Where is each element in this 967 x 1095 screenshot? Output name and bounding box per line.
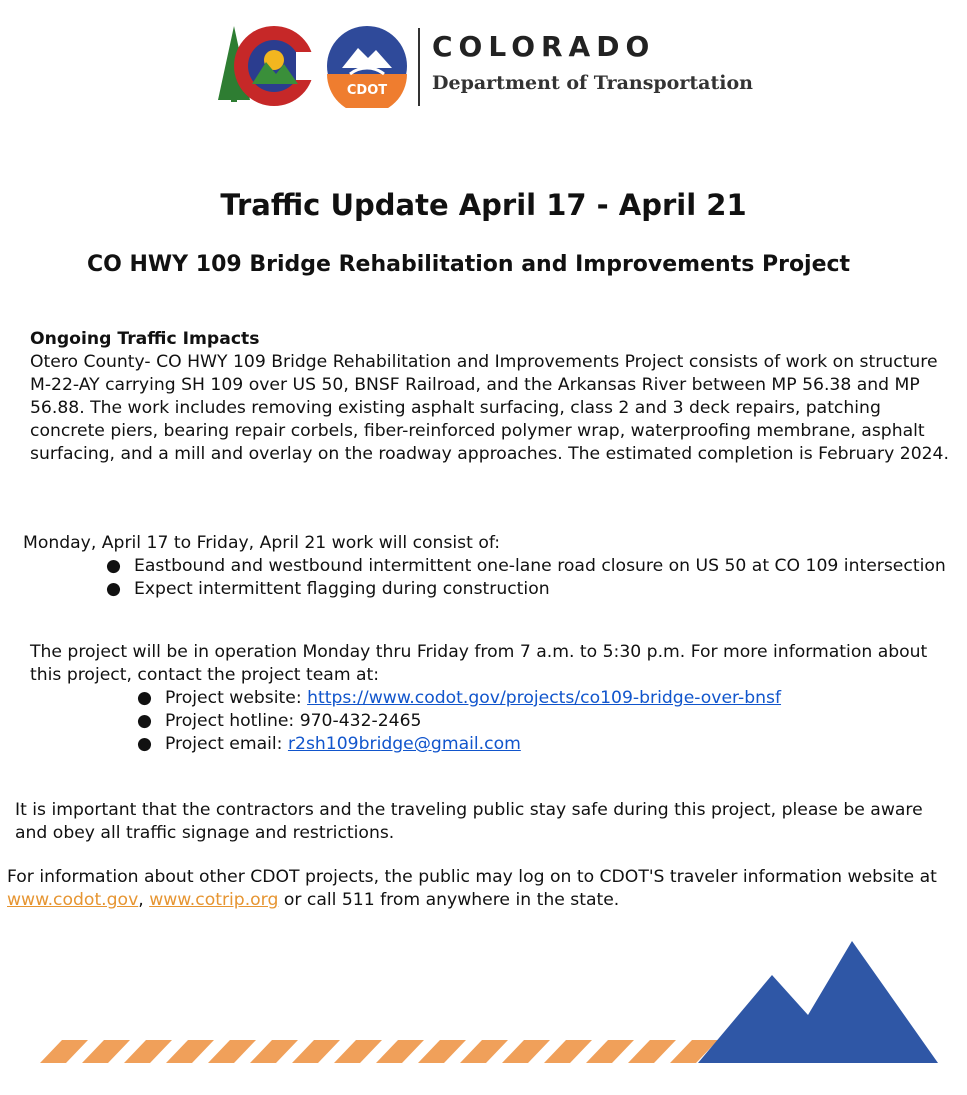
schedule-section — [23, 532, 963, 601]
email-label: Project email: — [165, 734, 288, 754]
bullet-icon: ● — [137, 734, 152, 754]
website-label: Project website: — [165, 688, 308, 708]
operation-section — [30, 641, 930, 756]
cdot-badge-icon — [324, 24, 410, 108]
list-item — [106, 578, 963, 601]
contact-list — [137, 687, 930, 756]
schedule-item-text: Eastbound and westbound intermittent one-lane road closure on US 50 at CO 109 intersection — [134, 556, 946, 576]
project-website-link[interactable]: https://www.codot.gov/projects/co109-bridge-over-bnsf — [307, 688, 782, 708]
road-stripes — [40, 1040, 718, 1063]
list-item — [137, 687, 930, 710]
cdot-logo-header — [214, 22, 774, 112]
project-email-link[interactable]: r2sh109bridge@gmail.com — [287, 734, 521, 754]
bullet-icon: ● — [106, 579, 121, 599]
operation-intro: The project will be in operation Monday thru Friday from 7 a.m. to 5:30 p.m. For more information about this project, contact the project team at: — [30, 642, 928, 685]
cotrip-link[interactable]: www.cotrip.org — [149, 890, 279, 910]
safety-notice: It is important that the contractors and the traveling public stay safe during this project, please be aware and obey all traffic signage and restrictions. — [15, 800, 923, 843]
schedule-list — [106, 555, 963, 601]
other-info-tail: or call 511 from anywhere in the state. — [278, 890, 620, 910]
state-name: COLORADO — [432, 30, 656, 63]
impacts-section — [30, 328, 950, 466]
project-subtitle: CO HWY 109 Bridge Rehabilitation and Improvements Project — [87, 252, 851, 277]
mountain-icon — [698, 941, 938, 1063]
bullet-icon: ● — [137, 711, 152, 731]
other-info-text: For information about other CDOT projects, the public may log on to CDOT'S traveler information website at — [7, 867, 937, 887]
schedule-intro: Monday, April 17 to Friday, April 21 work will consist of: — [23, 533, 501, 553]
codot-link[interactable]: www.codot.gov — [7, 890, 139, 910]
cdot-badge-text: CDOT — [346, 83, 388, 98]
link-separator: , — [138, 890, 150, 910]
impacts-heading: Ongoing Traffic Impacts — [30, 329, 260, 349]
bullet-icon: ● — [137, 688, 152, 708]
schedule-item-text: Expect intermittent flagging during construction — [134, 579, 550, 599]
page-title: Traffic Update April 17 - April 21 — [220, 188, 747, 222]
list-item — [137, 733, 930, 756]
impacts-body: Otero County- CO HWY 109 Bridge Rehabilitation and Improvements Project consists of work on structure M-22-AY carrying SH 109 over US 50, BNSF Railroad, and the Arkansas River between MP 56.38 and MP 56.88. The work includes removing existing asphalt surfacing, class 2 and 3 deck repairs, patching concrete piers, bearing repair corbels, fiber-reinforced polymer wrap, waterproofing membrane, asphalt surfacing, and a mill and overlay on the roadway approaches. The estimated completion is February 2024. — [30, 352, 949, 464]
bullet-icon: ● — [106, 556, 121, 576]
footer-graphic — [30, 935, 940, 1070]
department-name: Department of Transportation — [432, 72, 753, 94]
logo-divider — [418, 28, 420, 106]
hotline-text: Project hotline: 970-432-2465 — [165, 711, 422, 731]
other-info — [7, 866, 962, 912]
list-item — [137, 710, 930, 733]
list-item — [106, 555, 963, 578]
colorado-c-logo-icon — [214, 22, 324, 112]
